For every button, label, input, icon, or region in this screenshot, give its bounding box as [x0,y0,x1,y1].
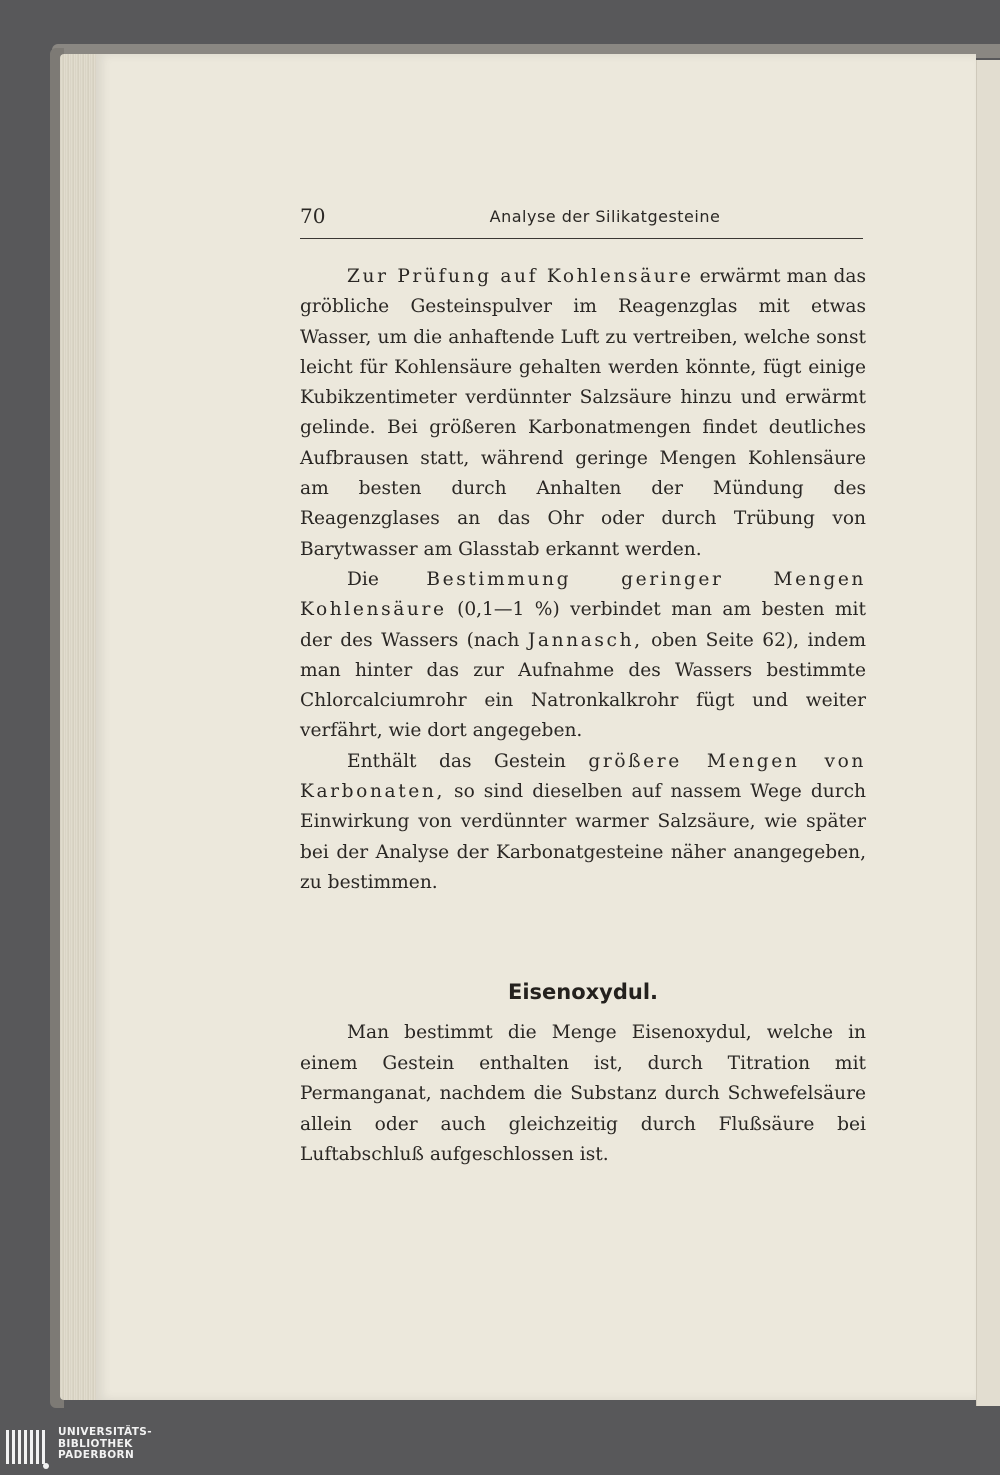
page-header [300,202,863,239]
paragraph-ferrous-oxide: Man bestimmt die Menge Eisenoxydul, welche in einem Gestein enthalten ist, durch Titration mit Permanganat, nachdem die Substanz durch Schwefelsäure allein oder auch gleichzeitig durch Flußsäure bei Luftabschluß aufgeschlossen ist. [300,1022,866,1165]
running-title: Analyse der Silikatgesteine [489,207,721,226]
library-name [58,1427,152,1462]
page-stack-edges [60,54,100,1400]
facing-page-edge [976,60,1000,1406]
paragraph-text: verbindet man am besten mit der des Wassers (nach [300,599,866,651]
library-name-line: BIBLIOTHEK [58,1437,133,1450]
paragraph-text: oben Seite 62), indem man hinter das zur Aufnahme des Wassers bestimmte Chlorcalciumrohr ein Natronkalkrohr fügt und weiter verfährt, wie dort angegeben. [300,629,866,742]
library-name-line: PADERBORN [58,1449,135,1461]
percent-formula: (0,1—1 %) [457,599,560,621]
paragraph-carbonates [300,747,866,898]
paragraph-text: erwärmt man das gröbliche Gesteinspulver im Reagenzglas mit etwas Wasser, um die anhaftende Luft zu vertreiben, welche sonst leicht für Kohlensäure gehalten werden könnte, fügt einige Kubikzentimeter verdünnter Salzsäure hinzu und erwärmt gelinde. Bei größeren Karbonatmengen findet deutliches Aufbrausen statt, während geringe Mengen Kohlensäure am besten durch Anhalten der Mündung des Reagenzglases an das Ohr oder durch Trübung von Barytwasser am Glasstab erkannt werden. [300,266,867,560]
paragraph-text: Die [347,568,379,590]
section-heading-eisenoxydul: Eisenoxydul. [507,980,659,1004]
library-footer [0,1420,1000,1475]
author-name-spaced: Jannasch, [527,629,643,651]
paragraph-carbonic-acid-determination [300,565,866,747]
main-text [300,262,866,898]
emphasis-spaced: Bestimmung geringer Mengen Kohlensäure [300,568,866,621]
emphasis-spaced: Zur Prüfung auf Kohlensäure [347,266,694,287]
paragraph-text: Enthält das Gestein [347,750,566,772]
library-name-line: UNIVERSITÄTS- [58,1426,153,1438]
page-number: 70 [300,204,326,228]
paragraph-carbonic-acid-test [300,262,866,565]
emphasis-spaced: größere Mengen von Karbonaten, [300,750,866,803]
library-logo-icon [4,1426,52,1470]
paragraph-text: so sind dieselben auf nassem Wege durch Einwirkung von verdünnter warmer Salzsäure, wie später bei der Analyse der Karbonatgesteine näher anangegeben, zu bestimmen. [300,781,866,893]
section-text [300,1018,866,1171]
